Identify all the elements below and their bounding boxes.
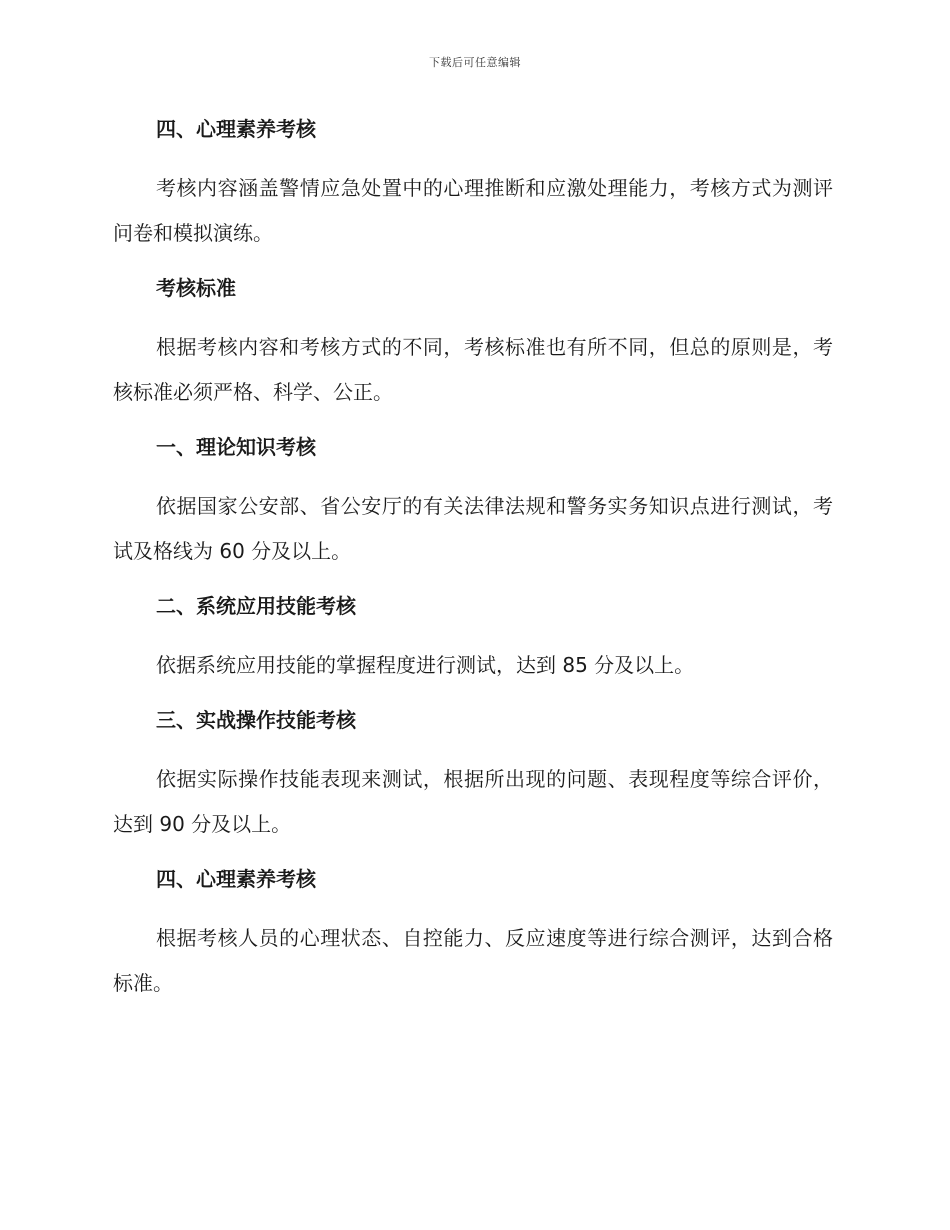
- section-practical-skills: [113, 703, 833, 862]
- section-heading: 四、心理素养考核: [156, 117, 316, 141]
- section-psychology-assessment: [113, 112, 833, 271]
- section-assessment-standard: [113, 271, 833, 430]
- page-header-note: 下载后可任意编辑: [429, 56, 521, 69]
- section-paragraph: 根据考核内容和考核方式的不同，考核标准也有所不同，但总的原则是，考核标准必须严格、科学、公正。: [113, 335, 833, 404]
- section-heading: 四、心理素养考核: [156, 867, 316, 891]
- section-paragraph: 根据考核人员的心理状态、自控能力、反应速度等进行综合测评，达到合格标准。: [113, 926, 833, 995]
- section-paragraph: 依据系统应用技能的掌握程度进行测试，达到 85 分及以上。: [156, 653, 695, 677]
- section-heading: 考核标准: [156, 276, 236, 300]
- section-paragraph: 考核内容涵盖警情应急处置中的心理推断和应激处理能力，考核方式为测评问卷和模拟演练。: [113, 176, 833, 245]
- section-heading: 二、系统应用技能考核: [156, 594, 356, 618]
- document-body: [113, 112, 833, 1006]
- section-heading: 一、理论知识考核: [156, 435, 316, 459]
- section-system-skills: [113, 589, 833, 703]
- section-heading: 三、实战操作技能考核: [156, 708, 356, 732]
- section-paragraph: 依据国家公安部、省公安厅的有关法律法规和警务实务知识点进行测试，考试及格线为 60 分及以上。: [113, 494, 833, 563]
- section-psychology-standard: [113, 862, 833, 1006]
- section-paragraph: 依据实际操作技能表现来测试，根据所出现的问题、表现程度等综合评价，达到 90 分及以上。: [113, 767, 833, 836]
- section-theory-knowledge: [113, 430, 833, 589]
